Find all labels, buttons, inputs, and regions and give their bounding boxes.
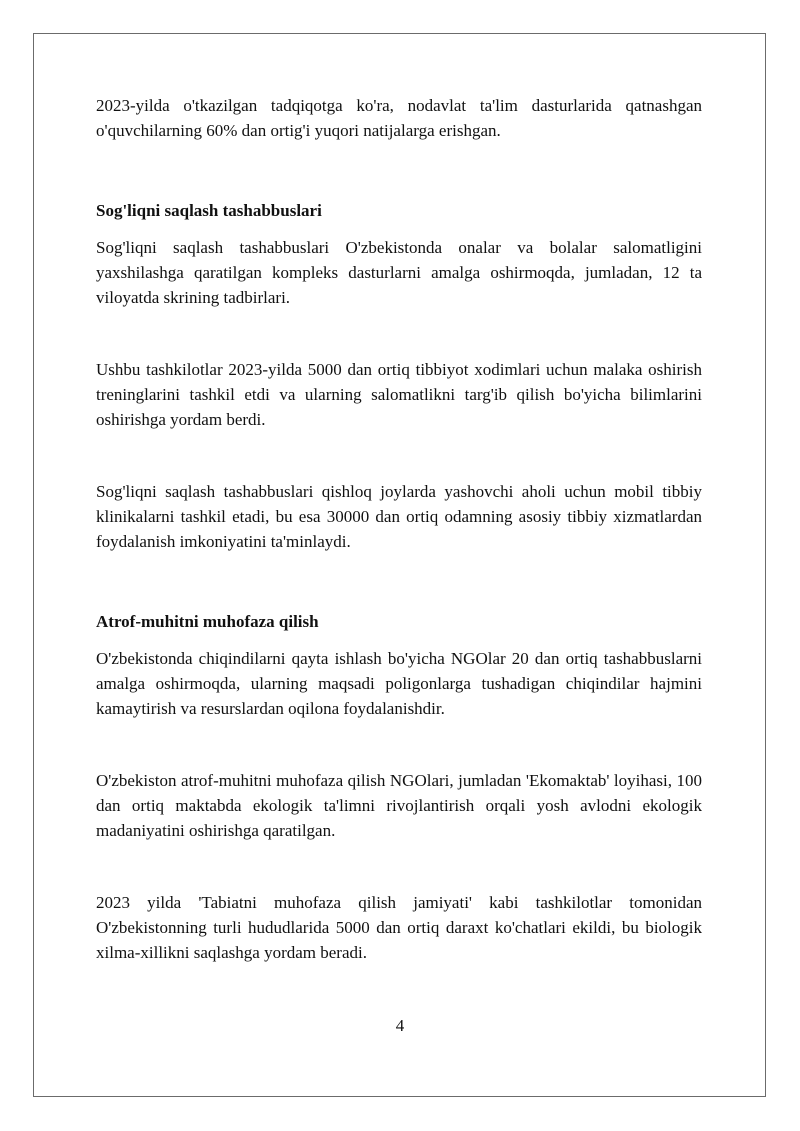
eco-school-paragraph: O'zbekiston atrof-muhitni muhofaza qilish NGOlari, jumladan 'Ekomaktab' loyihasi, 100 dan ortiq maktabda ekologik ta'limni rivojlantirish orqali yosh avlodni ekologik madaniyatini oshirishga qaratilgan.: [96, 771, 702, 840]
environment-heading: Atrof-muhitni muhofaza qilish: [96, 612, 319, 631]
document-body: [96, 93, 702, 965]
health-screening-paragraph: Sog'liqni saqlash tashabbuslari O'zbekistonda onalar va bolalar salomatligini yaxshilashga qaratilgan kompleks dasturlarni amalga oshirmoqda, jumladan, 12 ta viloyatda skrining tadbirlari.: [96, 238, 702, 307]
mobile-clinics-paragraph: Sog'liqni saqlash tashabbuslari qishloq joylarda yashovchi aholi uchun mobil tibbiy klinikalarni tashkil etadi, bu esa 30000 dan ortiq odamning asosiy tibbiy xizmatlardan foydalanish imkoniyatini ta'minlaydi.: [96, 482, 702, 551]
waste-recycling-paragraph: O'zbekistonda chiqindilarni qayta ishlash bo'yicha NGOlar 20 dan ortiq tashabbuslarni amalga oshirmoqda, ularning maqsadi poligonlarga tushadigan chiqindilar hajmini kamaytirish va resurslardan oqilona foydalanishdir.: [96, 649, 702, 718]
health-initiatives-heading: Sog'liqni saqlash tashabbuslari: [96, 201, 322, 220]
health-training-paragraph: Ushbu tashkilotlar 2023-yilda 5000 dan ortiq tibbiyot xodimlari uchun malaka oshirish treninglarini tashkil etdi va ularning salomatlikni targ'ib qilish bo'yicha bilimlarini oshirishga yordam berdi.: [96, 360, 702, 429]
education-results-paragraph: 2023-yilda o'tkazilgan tadqiqotga ko'ra, nodavlat ta'lim dasturlarida qatnashgan o'quvchilarning 60% dan ortig'i yuqori natijalarga erishgan.: [96, 96, 702, 140]
page-number: 4: [395, 1016, 405, 1035]
tree-planting-paragraph: 2023 yilda 'Tabiatni muhofaza qilish jamiyati' kabi tashkilotlar tomonidan O'zbekistonning turli hududlarida 5000 dan ortiq daraxt ko'chatlari ekildi, bu biologik xilma-xillikni saqlashga yordam beradi.: [96, 893, 702, 962]
